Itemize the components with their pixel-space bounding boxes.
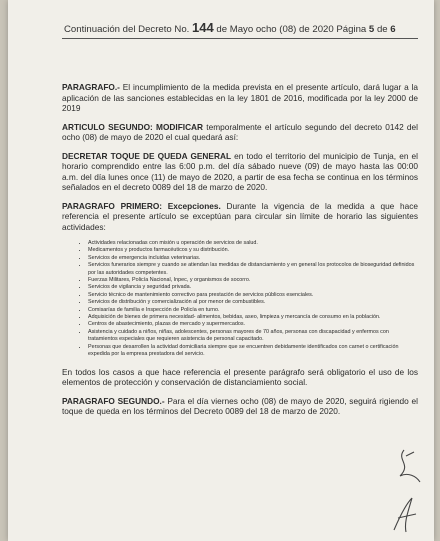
article-text: temporalmente el artículo segundo del decreto 0142 del ocho (08) de mayo de 2020 el cual quedará así: [62, 121, 418, 142]
closing-paragraph: En todos los casos a que hace referencia el presente parágrafo será obligatorio el uso de los elementos de protección y conservación de distanciamiento social. [62, 366, 418, 387]
document-page [8, 0, 434, 541]
header-divider [62, 38, 418, 39]
list-item: • Centros de abastecimiento, plazas de mercado y supermercados. [88, 321, 418, 328]
list-item: • Personas que desarrollen la actividad domiciliaria siempre que se encuentren debidamente identificados con carnet o certificación expedida por la empresa prestadora del servicio. [88, 344, 418, 359]
decree-number: 144 [192, 20, 214, 35]
list-item: • Servicio técnico de mantenimiento correctivo para prestación de servicios públicos esenciales. [88, 292, 418, 299]
list-item: • Actividades relacionadas con misión u operación de servicios de salud. [88, 240, 418, 247]
initials-signature-top [386, 446, 426, 486]
list-item: • Asistencia y cuidado a niños, niñas, adolescentes, personas mayores de 70 años, personas con discapacidad y enfermos con tratamientos especiales que requieren asistencia de personal capacitado. [88, 329, 418, 344]
initials-signature-bottom [386, 494, 426, 534]
page-total: 6 [390, 24, 396, 35]
decree-label: DECRETAR TOQUE DE QUEDA GENERAL [62, 150, 232, 161]
list-item: • Servicios de distribución y comercialización al por menor de combustibles. [88, 299, 418, 306]
article-second [62, 122, 418, 143]
curfew-decree [62, 151, 418, 193]
page-header [64, 20, 424, 35]
decree-text: en todo el territorio del municipio de Tunja, en el horario comprendido entre las 6:00 p.m. del día sábado nueve (09) de mayo hasta las 00:00 a.m. del día lunes once (11) de mayo de 2020, a partir de esa fecha se continua en los términos señalados en el decreto 0089 del 18 de marzo de 2020. [62, 150, 419, 192]
paragraph-first-text: Durante la vigencia de la medida a que hace referencia el presente artículo se exceptúan para circular sin límite de horario las siguientes actividades: [62, 200, 419, 232]
paragraph-first-label: PARAGRAFO PRIMERO: Excepciones. [62, 200, 221, 211]
paragraph-sanctions [62, 82, 418, 114]
paragraph-second [62, 396, 418, 417]
list-item: • Servicios de emergencia incluidas veterinarias. [88, 255, 418, 262]
paragraph-label: PARAGRAFO.- [62, 82, 120, 92]
list-item: • Servicios funerarios siempre y cuando se atiendan las medidas de distanciamiento y en general los protocolos de bioseguridad definidos por las autoridades competentes. [88, 262, 418, 277]
list-item: • Fuerzas Militares, Policía Nacional, Inpec, y organismos de socorro. [88, 277, 418, 284]
list-item: • Servicios de vigilancia y seguridad privada. [88, 284, 418, 291]
paragraph-first [62, 201, 418, 233]
header-middle: de Mayo ocho (08) de 2020 Página [216, 24, 367, 35]
list-item: • Comisarías de familia e Inspección de Policía en turno. [88, 307, 418, 314]
list-item: • Medicamentos y productos farmacéuticos y su distribución. [88, 247, 418, 254]
document-body [62, 82, 418, 425]
paragraph-text: El incumplimiento de la medida prevista en el presente artículo, dará lugar a la aplicación de las sanciones establecidas en la ley 1801 de 2016, modificada por la ley 2000 de 2019 [62, 82, 418, 113]
article-label: ARTICULO SEGUNDO: MODIFICAR [62, 121, 204, 132]
header-of: de [376, 24, 388, 35]
list-item: • Adquisición de bienes de primera necesidad- alimentos, bebidas, aseo, limpieza y mercancía de consumo en la población. [88, 314, 418, 321]
paragraph-second-label: PARAGRAFO SEGUNDO.- [62, 395, 165, 406]
page-number: 5 [368, 24, 375, 35]
paragraph-second-text: Para el día viernes ocho (08) de mayo de 2020, seguirá rigiendo el toque de queda en los términos del Decreto 0089 del 18 de marzo de 2020. [62, 395, 418, 416]
activities-list [62, 240, 418, 359]
header-prefix: Continuación del Decreto No. [64, 24, 190, 35]
